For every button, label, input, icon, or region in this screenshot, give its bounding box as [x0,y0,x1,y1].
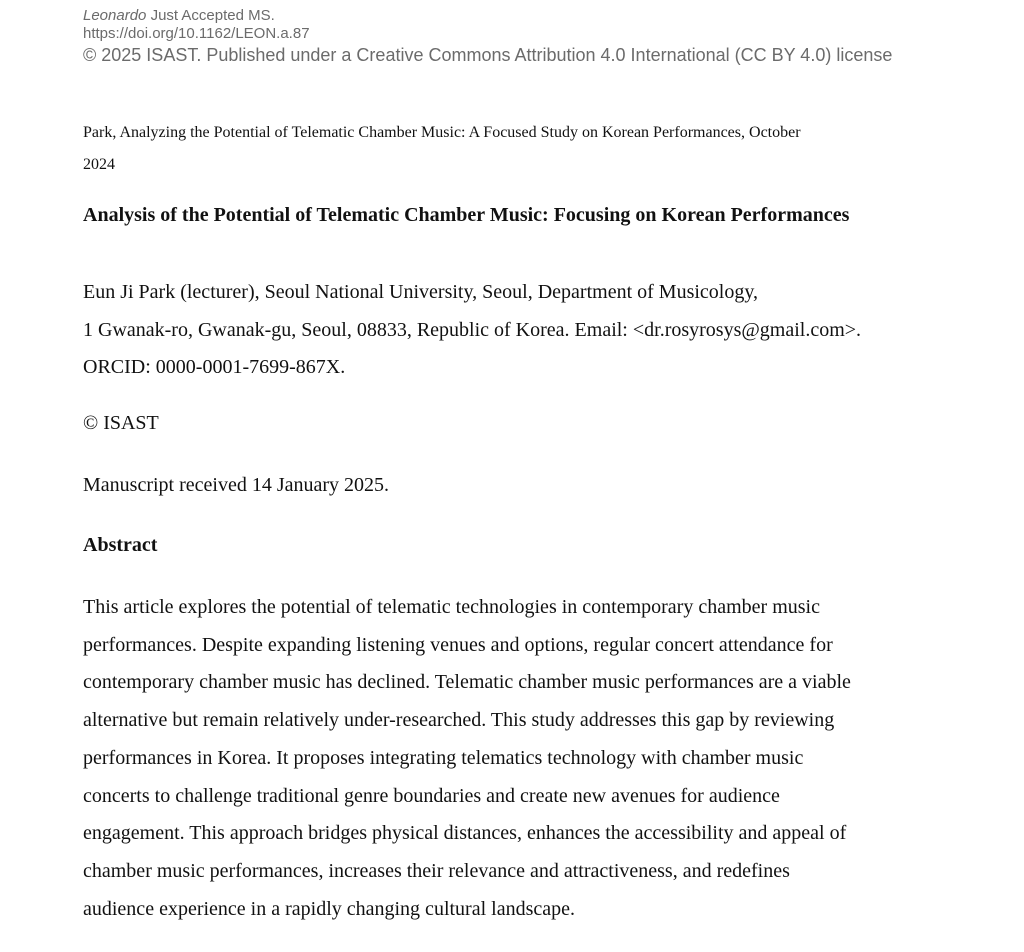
author-line-1: Eun Ji Park (lecturer), Seoul National University, Seoul, Department of Musicology, [83,281,759,303]
author-line-2: 1 Gwanak-ro, Gwanak-gu, Seoul, 08833, Republic of Korea. Email: <dr.rosyrosys@gmail.com>. [83,318,862,341]
abstract-line: audience experience in a rapidly changing cultural landscape. [83,897,575,920]
accepted-status: Just Accepted MS. [146,7,275,24]
author-orcid: ORCID: 0000-0001-7699-867X. [83,356,346,378]
abstract-line: chamber music performances, increases their relevance and attractiveness, and redefines [83,859,790,882]
article-title: Analysis of the Potential of Telematic Chamber Music: Focusing on Korean Performances [83,204,850,226]
license-notice: © 2025 ISAST. Published under a Creative Commons Attribution 4.0 International (CC BY 4.0) license [83,45,893,65]
journal-status-line [83,7,275,25]
manuscript-received-date: Manuscript received 14 January 2025. [83,474,390,496]
journal-name: Leonardo [83,7,147,24]
abstract-line: engagement. This approach bridges physical distances, enhances the accessibility and appeal of [83,822,847,845]
running-head-line-2: 2024 [83,156,115,173]
abstract-text [83,589,963,928]
abstract-line: contemporary chamber music has declined. Telematic chamber music performances are a viable [83,671,851,694]
abstract-line: performances in Korea. It proposes integrating telematics technology with chamber music [83,746,804,769]
abstract-line: This article explores the potential of telematic technologies in contemporary chamber music [83,596,820,618]
abstract-line: performances. Despite expanding listening venues and options, regular concert attendance for [83,633,833,656]
copyright-notice: © ISAST [83,412,159,434]
abstract-heading: Abstract [83,534,158,556]
running-head-line-1: Park, Analyzing the Potential of Telematic Chamber Music: A Focused Study on Korean Performances, October [83,124,801,141]
running-head [83,117,913,181]
author-affiliation [83,274,861,387]
abstract-line: alternative but remain relatively under-researched. This study addresses this gap by reviewing [83,709,835,732]
abstract-line: concerts to challenge traditional genre boundaries and create new avenues for audience [83,784,780,807]
doi-link[interactable]: https://doi.org/10.1162/LEON.a.87 [83,25,310,42]
